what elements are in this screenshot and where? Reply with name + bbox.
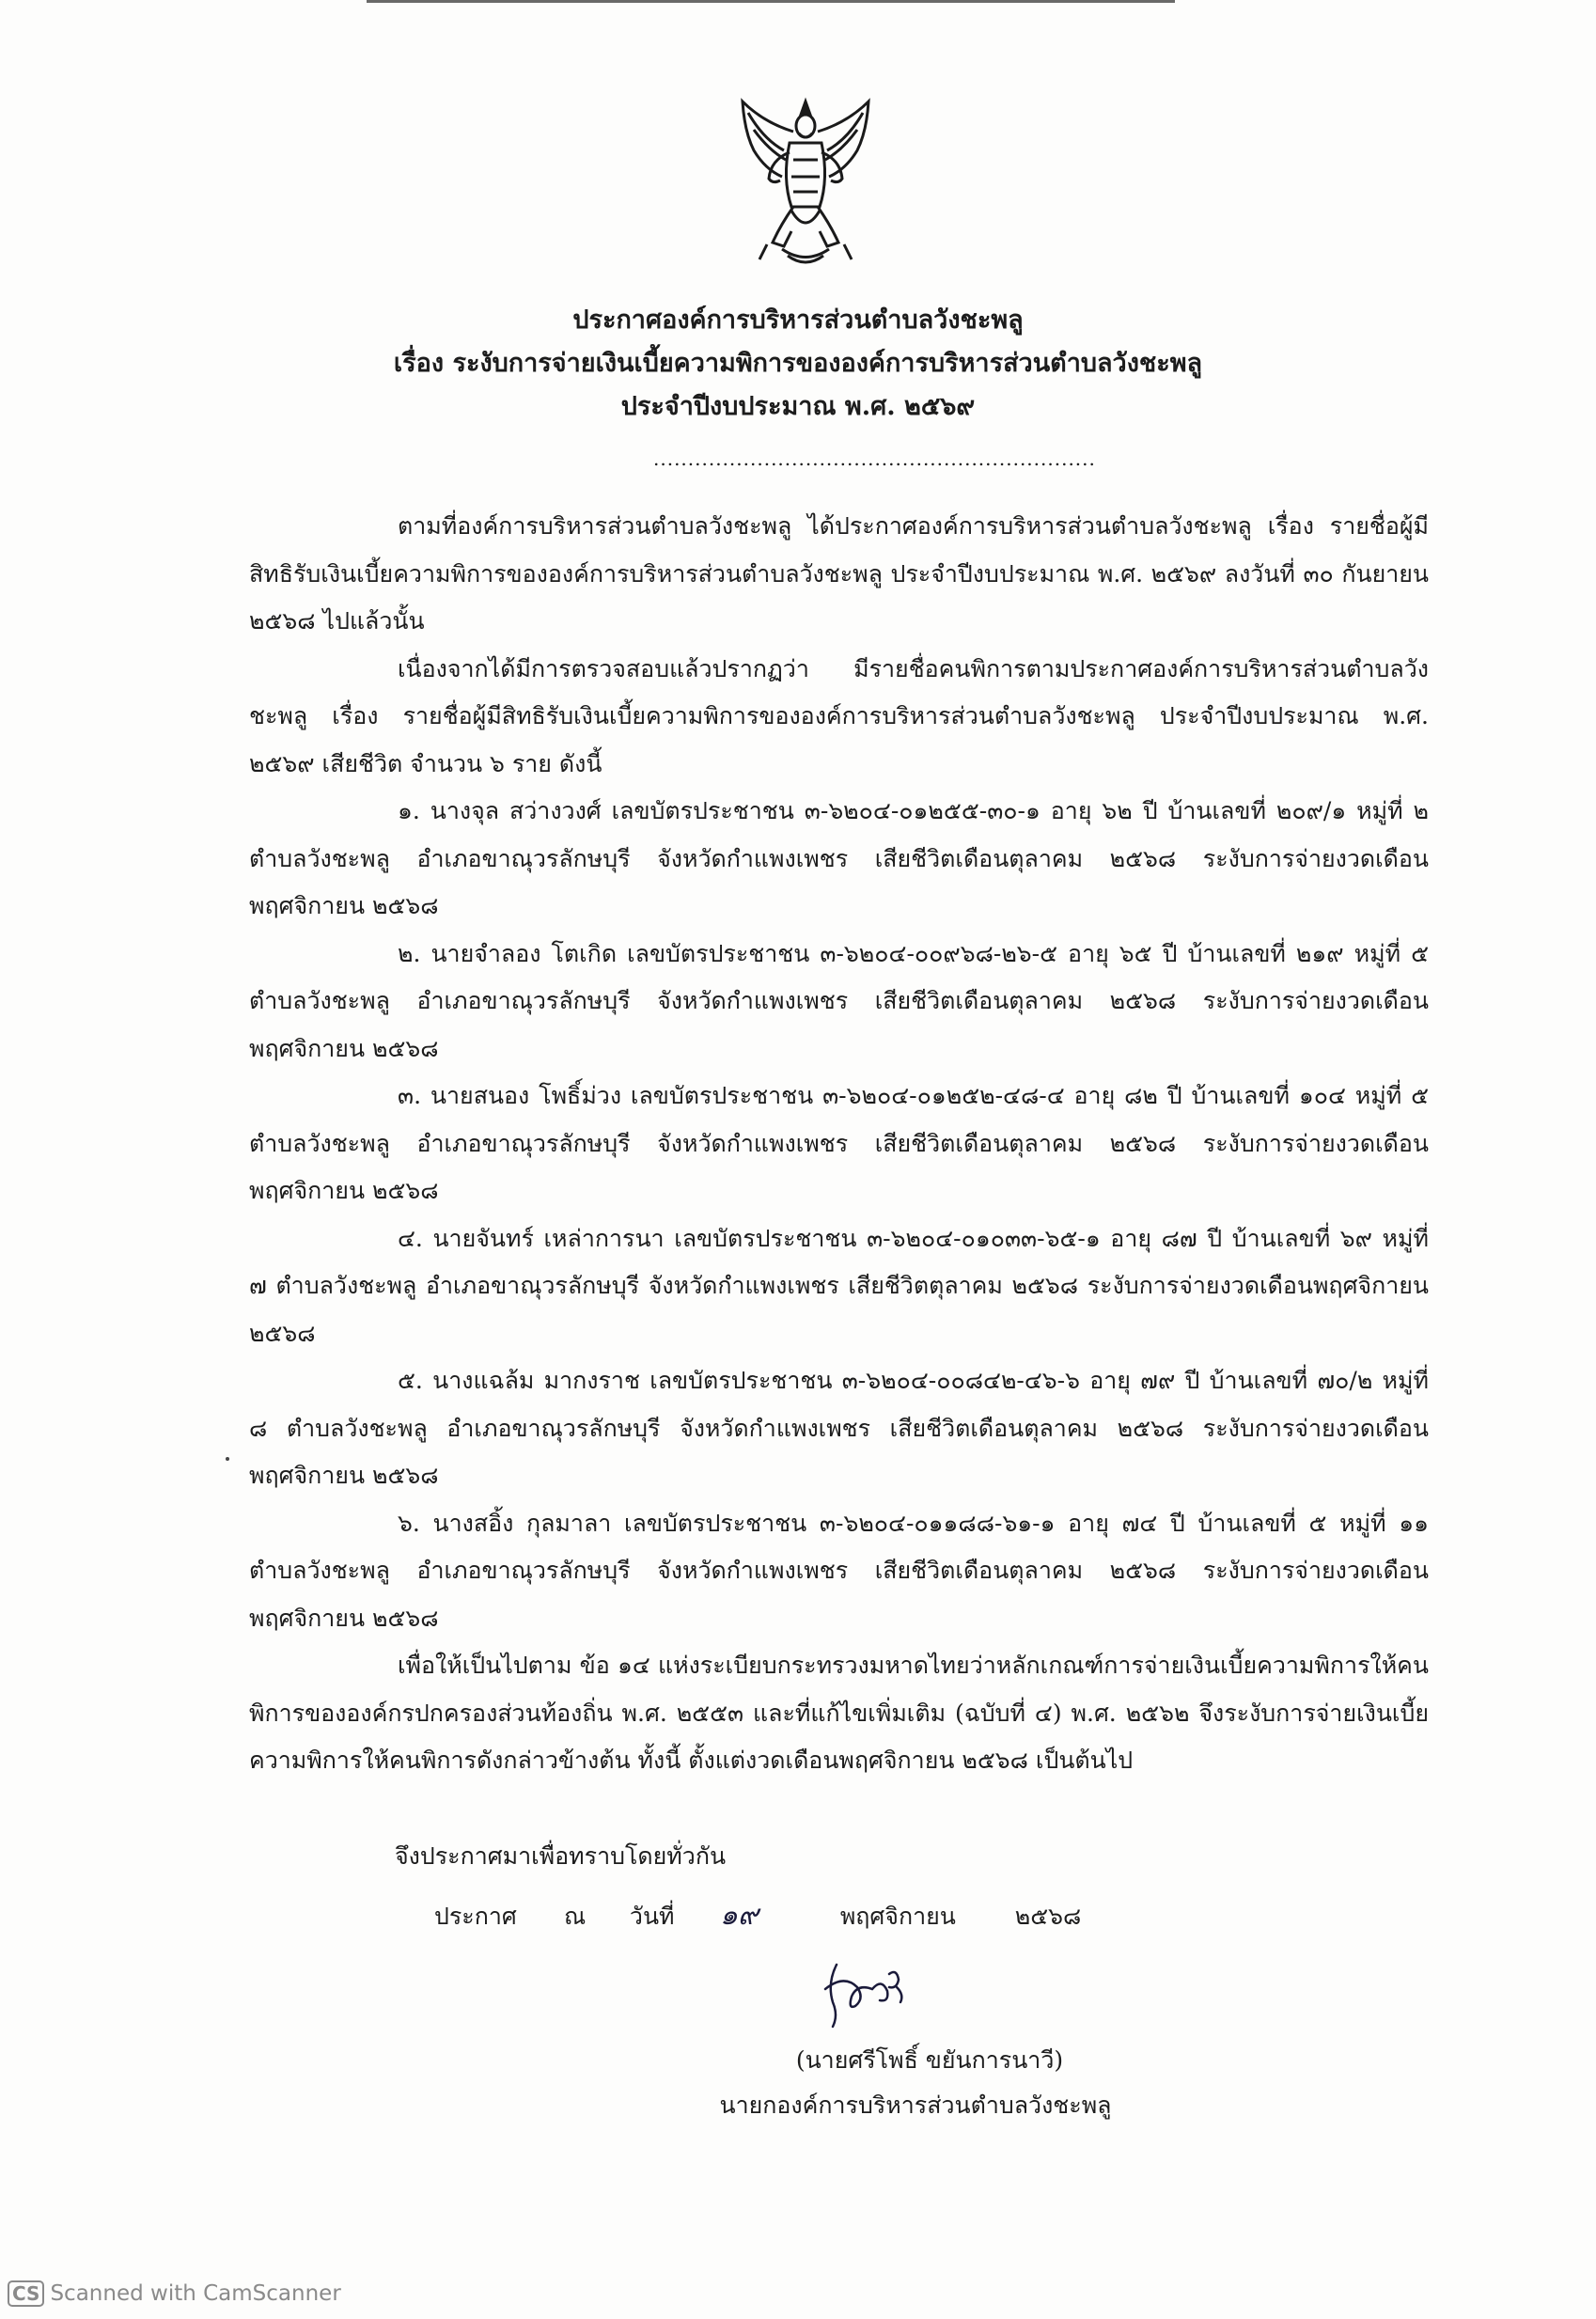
paragraph-finding: เนื่องจากได้มีการตรวจสอบแล้วปรากฏว่า มีรายชื่อคนพิการตามประกาศองค์การบริหารส่วนตำบลวังชะพลู เรื่อง รายชื่อผู้มีสิทธิรับเงินเบี้ยความพิการขององค์การบริหารส่วนตำบลวังชะพลู ประจำปีงบประมาณ พ.ศ. ๒๕๖๙ เสียชีวิต จำนวน ๖ ราย ดังนี้ — [249, 654, 1429, 777]
signature-mark — [799, 1946, 921, 2030]
signer-name: (นายศรีโพธิ์ ขยันการนาวี) — [795, 2046, 1064, 2074]
list-item: ๒. นายจำลอง โตเกิด เลขบัตรประชาชน ๓-๖๒๐๔-๐๐๙๖๘-๒๖-๕ อายุ ๖๕ ปี บ้านเลขที่ ๒๑๙ หมู่ที่ ๕ ตำบลวังชะพลู อำเภอขาณุวรลักษบุรี จังหวัดกำแพงเพชร เสียชีวิตเดือนตุลาคม ๒๕๖๘ ระงับการจ่ายงวดเดือนพฤศจิกายน ๒๕๖๘ — [249, 939, 1429, 1062]
title-line-1: ประกาศองค์การบริหารส่วนตำบลวังชะพลู — [572, 306, 1024, 335]
title-line-3: ประจำปีงบประมาณ พ.ศ. ๒๕๖๙ — [620, 392, 976, 421]
list-item: ๓. นายสนอง โพธิ์ม่วง เลขบัตรประชาชน ๓-๖๒๐๔-๐๑๒๕๒-๔๘-๔ อายุ ๘๒ ปี บ้านเลขที่ ๑๐๔ หมู่ที่ ๕ ตำบลวังชะพลู อำเภอขาณุวรลักษบุรี จังหวัดกำแพงเพชร เสียชีวิตเดือนตุลาคม ๒๕๖๘ ระงับการจ่ายงวดเดือนพฤศจิกายน ๒๕๖๘ — [249, 1082, 1429, 1204]
signer-block — [0, 2038, 1596, 2128]
day-value: ๑๙ — [719, 1899, 759, 1932]
paragraph-regulation: เพื่อให้เป็นไปตาม ข้อ ๑๔ แห่งระเบียบกระทรวงมหาดไทยว่าหลักเกณฑ์การจ่ายเงินเบี้ยความพิการให้คนพิการขององค์กรปกครองส่วนท้องถิ่น พ.ศ. ๒๕๕๓ และที่แก้ไขเพิ่มเติม (ฉบับที่ ๔) พ.ศ. ๒๕๖๒ จึงระงับการจ่ายเงินเบี้ยความพิการให้คนพิการดังกล่าวข้างต้น ทั้งนี้ ตั้งแต่งวดเดือนพฤศจิกายน ๒๕๖๘ เป็นต้นไป — [249, 1652, 1429, 1774]
margin-mark — [226, 1457, 229, 1461]
title-line-2: เรื่อง ระงับการจ่ายเงินเบี้ยความพิการขององค์การบริหารส่วนตำบลวังชะพลู — [393, 349, 1203, 378]
signer-position: นายกองค์การบริหารส่วนตำบลวังชะพลู — [719, 2092, 1112, 2119]
camscanner-watermark — [8, 2280, 341, 2307]
month-value: พฤศจิกายน — [839, 1903, 956, 1930]
title-divider: ................................................................ — [653, 447, 1096, 470]
camscanner-logo-icon: CS — [8, 2280, 44, 2307]
day-label: วันที่ — [629, 1903, 675, 1930]
top-edge-line — [367, 0, 1175, 3]
announcement-body — [249, 503, 1429, 1785]
closing-statement: จึงประกาศมาเพื่อทราบโดยทั่วกัน — [395, 1842, 727, 1870]
announcement-date — [434, 1893, 1081, 1937]
list-item: ๑. นางจุล สว่างวงศ์ เลขบัตรประชาชน ๓-๖๒๐๔-๐๑๒๕๕-๓๐-๑ อายุ ๖๒ ปี บ้านเลขที่ ๒๐๙/๑ หมู่ที่ ๒ ตำบลวังชะพลู อำเภอขาณุวรลักษบุรี จังหวัดกำแพงเพชร เสียชีวิตเดือนตุลาคม ๒๕๖๘ ระงับการจ่ายงวดเดือนพฤศจิกายน ๒๕๖๘ — [249, 797, 1429, 919]
list-item: ๖. นางสอิ้ง กุลมาลา เลขบัตรประชาชน ๓-๖๒๐๔-๐๑๑๘๘-๖๑-๑ อายุ ๗๔ ปี บ้านเลขที่ ๕ หมู่ที่ ๑๑ ตำบลวังชะพลู อำเภอขาณุวรลักษบุรี จังหวัดกำแพงเพชร เสียชีวิตเดือนตุลาคม ๒๕๖๘ ระงับการจ่ายงวดเดือนพฤศจิกายน ๒๕๖๘ — [249, 1509, 1429, 1632]
garuda-emblem-icon — [726, 94, 885, 273]
announcement-title — [0, 299, 1596, 429]
year-value: ๒๕๖๘ — [1014, 1903, 1082, 1930]
list-item: ๕. นางแฉล้ม มากงราช เลขบัตรประชาชน ๓-๖๒๐๔-๐๐๘๔๒-๔๖-๖ อายุ ๗๙ ปี บ้านเลขที่ ๗๐/๒ หมู่ที่ ๘ ตำบลวังชะพลู อำเภอขาณุวรลักษบุรี จังหวัดกำแพงเพชร เสียชีวิตเดือนตุลาคม ๒๕๖๘ ระงับการจ่ายงวดเดือนพฤศจิกายน ๒๕๖๘ — [249, 1367, 1429, 1489]
at-label: ณ — [563, 1903, 587, 1930]
paragraph-reference: ตามที่องค์การบริหารส่วนตำบลวังชะพลู ได้ประกาศองค์การบริหารส่วนตำบลวังชะพลู เรื่อง รายชื่อผู้มีสิทธิรับเงินเบี้ยความพิการขององค์การบริหารส่วนตำบลวังชะพลู ประจำปีงบประมาณ พ.ศ. ๒๕๖๙ ลงวันที่ ๓๐ กันยายน ๒๕๖๘ ไปแล้วนั้น — [249, 512, 1429, 635]
announce-label: ประกาศ — [434, 1903, 517, 1930]
list-item: ๔. นายจันทร์ เหล่าการนา เลขบัตรประชาชน ๓-๖๒๐๔-๐๑๐๓๓-๖๕-๑ อายุ ๘๗ ปี บ้านเลขที่ ๖๙ หมู่ที่ ๗ ตำบลวังชะพลู อำเภอขาณุวรลักษบุรี จังหวัดกำแพงเพชร เสียชีวิตตุลาคม ๒๕๖๘ ระงับการจ่ายงวดเดือนพฤศจิกายน ๒๕๖๘ — [249, 1224, 1429, 1347]
watermark-text: Scanned with CamScanner — [50, 2281, 341, 2306]
